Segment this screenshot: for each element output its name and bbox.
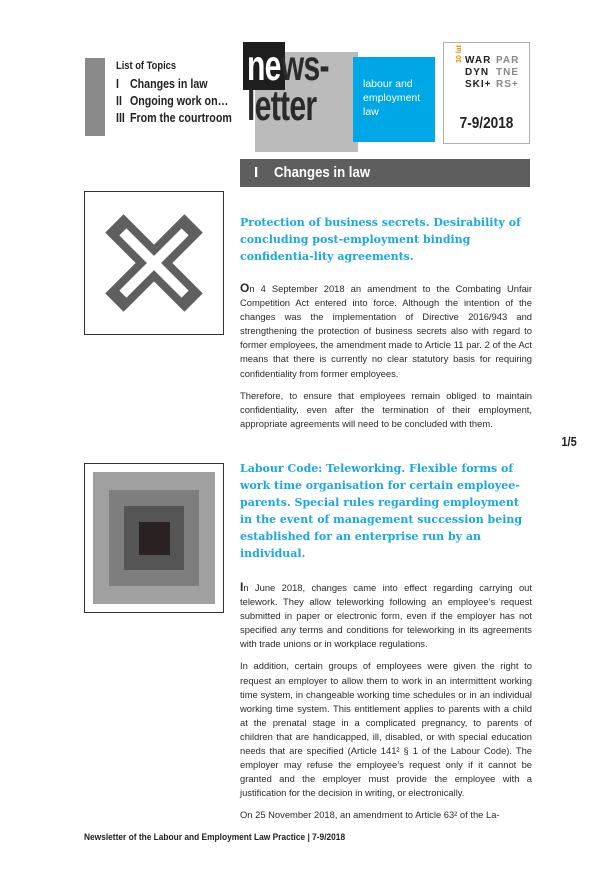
section-number: I — [254, 164, 259, 181]
article-2 — [240, 460, 532, 831]
article-2-image — [84, 463, 224, 613]
cross-icon — [85, 192, 223, 334]
article-2-title: Labour Code: Teleworking. Flexible forms of work time organisation for certain employee-parents. Special rules regarding employment in the event of management succession being established for an enterprise run by an individual. — [240, 462, 523, 560]
logo-partners: PAR TNE RS+ — [496, 55, 520, 90]
article-2-paragraph-3: On 25 November 2018, an amendment to Article 63² of the La- — [240, 809, 500, 821]
article-1-body — [240, 281, 532, 431]
issue-number: 7-9/2018 — [459, 115, 514, 132]
toc-item-number: I — [116, 76, 119, 91]
page-number: 1/5 — [561, 434, 577, 449]
newsletter-wordmark — [247, 42, 329, 130]
article-1-title: Protection of business secrets. Desirability of concluding post-employment binding confidentia-lity agreements. — [240, 216, 521, 263]
article-1-paragraph-1 — [240, 281, 532, 381]
article-2-paragraph-2: In addition, certain groups of employees were given the right to request an employer to allow them to work in an intermittent working time system, in changeable working time schedules or in an individual working time system. This entitlement applies to parents with a child at the prenatal stage in a complicated pregnancy, to parents of children that are handicapped, ill, disabled, or with special education needs that are specified (Article 141² § 1 of the Labour Code). The employer may refuse the employee’s request only if it cannot be granted and the employer must provide the employee with a justification for the decision in writing, or electronically. — [240, 660, 532, 799]
toc-item-number: II — [116, 93, 122, 108]
drop-cap: O — [240, 281, 250, 295]
section-title: Changes in law — [274, 164, 371, 181]
practice-area-box — [353, 57, 435, 142]
article-1-image — [84, 191, 224, 335]
paragraph-text: n 4 September 2018 an amendment to the Combating Unfair Competition Act entered into force. Although the intention of the changes was the implementation of Directive 2016/943 and strengthening the protection of business secrets also with regard to former employees, the amendment made to Article 11 par. 2 of the Act means that there is currently no clear statutory basis for requiring confidentiality from former employees. — [240, 283, 532, 379]
practice-area-label: labour and employment law — [363, 78, 421, 118]
logo-wardynski: WAR DYN SKI+ — [465, 55, 492, 90]
wordmark-ws: ws- — [280, 42, 329, 90]
nested-squares-icon — [85, 464, 223, 612]
article-1-paragraph-2: Therefore, to ensure that employees remain obliged to maintain confidentiality, even after the termination of their employment, appropriate agreements will need to be concluded with them. — [240, 389, 532, 429]
firm-logo-box — [443, 42, 530, 144]
logo-anniversary-mark: 30 lat — [456, 45, 463, 63]
toc-accent-bar — [85, 58, 105, 136]
toc-item-label: Changes in law — [129, 76, 208, 91]
toc-item-label: Ongoing work on… — [129, 93, 229, 108]
drop-cap: I — [240, 580, 244, 594]
article-2-paragraph-1 — [240, 580, 532, 651]
toc-item-ongoing-work[interactable] — [116, 92, 229, 109]
toc-item-label: From the courtroom — [129, 110, 232, 125]
article-2-body — [240, 580, 532, 823]
page-footer: Newsletter of the Labour and Employment Law Practice | 7-9/2018 — [84, 832, 346, 843]
wordmark-ne: ne — [247, 42, 281, 90]
toc-item-from-the-courtroom[interactable] — [116, 109, 232, 126]
table-of-contents — [116, 60, 241, 126]
toc-item-changes-in-law[interactable] — [116, 75, 219, 92]
toc-item-number: III — [116, 110, 125, 125]
paragraph-text: n June 2018, changes came into effect regarding carrying out telework. They allow teleworking following an employee’s request submitted in paper or electronic form, even if the employer has not specified any terms and conditions for teleworking in its agreements with trade unions or in workplace regulations. — [240, 582, 532, 650]
wordmark-letter: letter — [247, 82, 317, 130]
section-header — [240, 159, 530, 187]
toc-title: List of Topics — [116, 60, 177, 72]
article-1 — [240, 214, 532, 439]
